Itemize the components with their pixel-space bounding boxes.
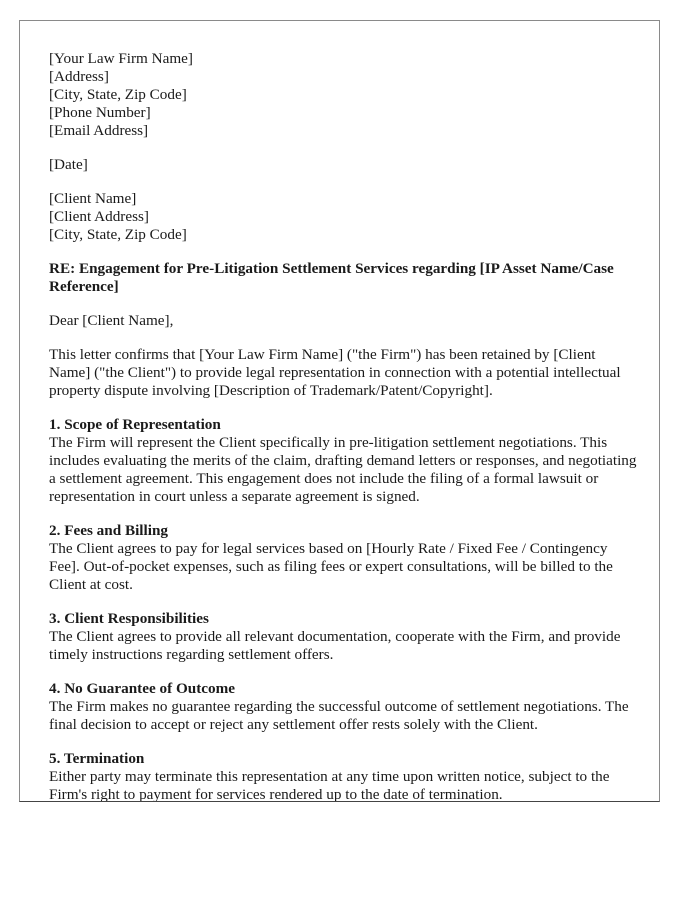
section-body: The Client agrees to pay for legal services based on [Hourly Rate / Fixed Fee / Contingency Fee]. Out-of-pocket expenses, such as filing fees or expert consultations, will be billed to the Client at cost. [49,540,613,593]
section-scope [49,416,639,506]
section-title: 4. No Guarantee of Outcome [49,680,236,697]
sender-phone: [Phone Number] [49,104,151,121]
section-fees [49,522,639,594]
letter-content [49,50,639,802]
salutation: Dear [Client Name], [49,312,174,329]
section-body: The Firm makes no guarantee regarding the successful outcome of settlement negotiations. The final decision to accept or reject any settlement offer rests solely with the Client. [49,698,629,733]
section-title: 2. Fees and Billing [49,522,168,539]
re-line: RE: Engagement for Pre-Litigation Settlement Services regarding [IP Asset Name/Case Reference] [49,260,614,295]
sender-address: [Address] [49,68,109,85]
recipient-city-state-zip: [City, State, Zip Code] [49,226,187,243]
section-no-guarantee [49,680,639,734]
sender-block [49,50,639,140]
recipient-address: [Client Address] [49,208,149,225]
section-body: The Client agrees to provide all relevant documentation, cooperate with the Firm, and provide timely instructions regarding settlement offers. [49,628,621,663]
section-body: Either party may terminate this representation at any time upon written notice, subject to the Firm's right to payment for services rendered up to the date of termination. [49,768,610,802]
section-title: 1. Scope of Representation [49,416,221,433]
section-responsibilities [49,610,639,664]
recipient-block [49,190,639,244]
section-title: 3. Client Responsibilities [49,610,209,627]
sender-firm-name: [Your Law Firm Name] [49,50,193,67]
section-termination [49,750,639,802]
intro-paragraph: This letter confirms that [Your Law Firm Name] ("the Firm") has been retained by [Client Name] ("the Client") to provide legal representation in connection with a potential intellectual property dispute involving [Description of Trademark/Patent/Copyright]. [49,346,621,399]
section-title: 5. Termination [49,750,145,767]
sender-city-state-zip: [City, State, Zip Code] [49,86,187,103]
sender-email: [Email Address] [49,122,149,139]
letter-page [19,20,660,802]
section-body: The Firm will represent the Client specifically in pre-litigation settlement negotiations. This includes evaluating the merits of the claim, drafting demand letters or responses, and negotiating a settlement agreement. This engagement does not include the filing of a formal lawsuit or representation in court unless a separate agreement is signed. [49,434,637,505]
recipient-name: [Client Name] [49,190,137,207]
letter-date: [Date] [49,156,88,173]
